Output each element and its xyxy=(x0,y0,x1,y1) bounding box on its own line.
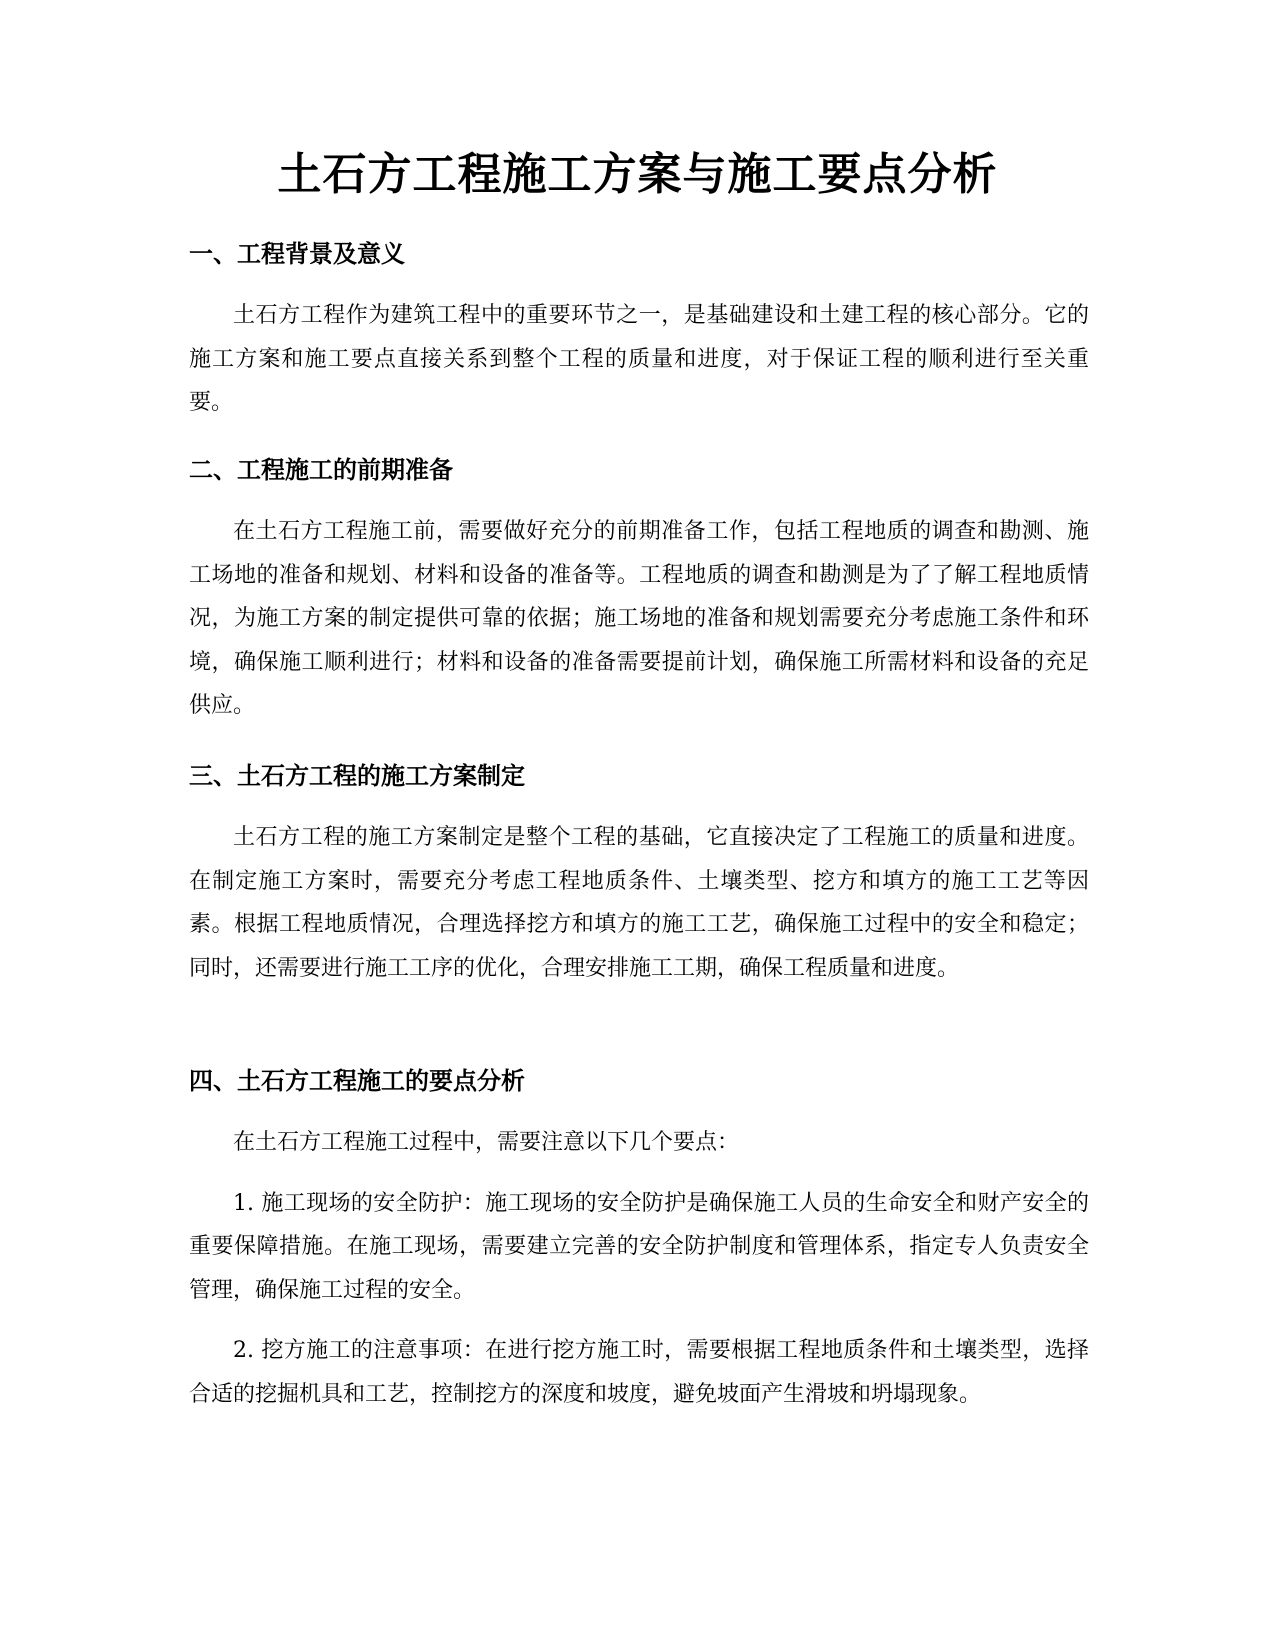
section-key-points xyxy=(189,1063,1089,1416)
paragraph: 在土石方工程施工前，需要做好充分的前期准备工作，包括工程地质的调查和勘测、施工场地的准备和规划、材料和设备的准备等。工程地质的调查和勘测是为了了解工程地质情况，为施工方案的制定提供可靠的依据；施工场地的准备和规划需要充分考虑施工条件和环境，确保施工顺利进行；材料和设备的准备需要提前计划，确保施工所需材料和设备的充足供应。 xyxy=(189,519,1089,718)
section-heading: 三、土石方工程的施工方案制定 xyxy=(189,762,525,790)
section-heading: 一、工程背景及意义 xyxy=(189,240,405,268)
list-item: 1. 施工现场的安全防护：施工现场的安全防护是确保施工人员的生命安全和财产安全的重要保障措施。在施工现场，需要建立完善的安全防护制度和管理体系，指定专人负责安全管理，确保施工过程的安全。 xyxy=(189,1190,1089,1303)
document-title: 土石方工程施工方案与施工要点分析 xyxy=(277,149,998,200)
list-item: 2. 挖方施工的注意事项：在进行挖方施工时，需要根据工程地质条件和土壤类型，选择合适的挖掘机具和工艺，控制挖方的深度和坡度，避免坡面产生滑坡和坍塌现象。 xyxy=(189,1338,1089,1407)
section-construction-plan xyxy=(189,758,1089,990)
section-heading: 四、土石方工程施工的要点分析 xyxy=(189,1067,525,1095)
section-preparation xyxy=(189,452,1089,728)
paragraph: 在土石方工程施工过程中，需要注意以下几个要点： xyxy=(233,1130,740,1155)
section-background xyxy=(189,236,1089,425)
paragraph: 土石方工程的施工方案制定是整个工程的基础，它直接决定了工程施工的质量和进度。在制定施工方案时，需要充分考虑工程地质条件、土壤类型、挖方和填方的施工工艺等因素。根据工程地质情况，合理选择挖方和填方的施工工艺，确保施工过程中的安全和稳定；同时，还需要进行施工工序的优化，合理安排施工工期，确保工程质量和进度。 xyxy=(189,825,1089,981)
paragraph: 土石方工程作为建筑工程中的重要环节之一，是基础建设和土建工程的核心部分。它的施工方案和施工要点直接关系到整个工程的质量和进度，对于保证工程的顺利进行至关重要。 xyxy=(189,303,1089,415)
section-heading: 二、工程施工的前期准备 xyxy=(189,456,453,484)
